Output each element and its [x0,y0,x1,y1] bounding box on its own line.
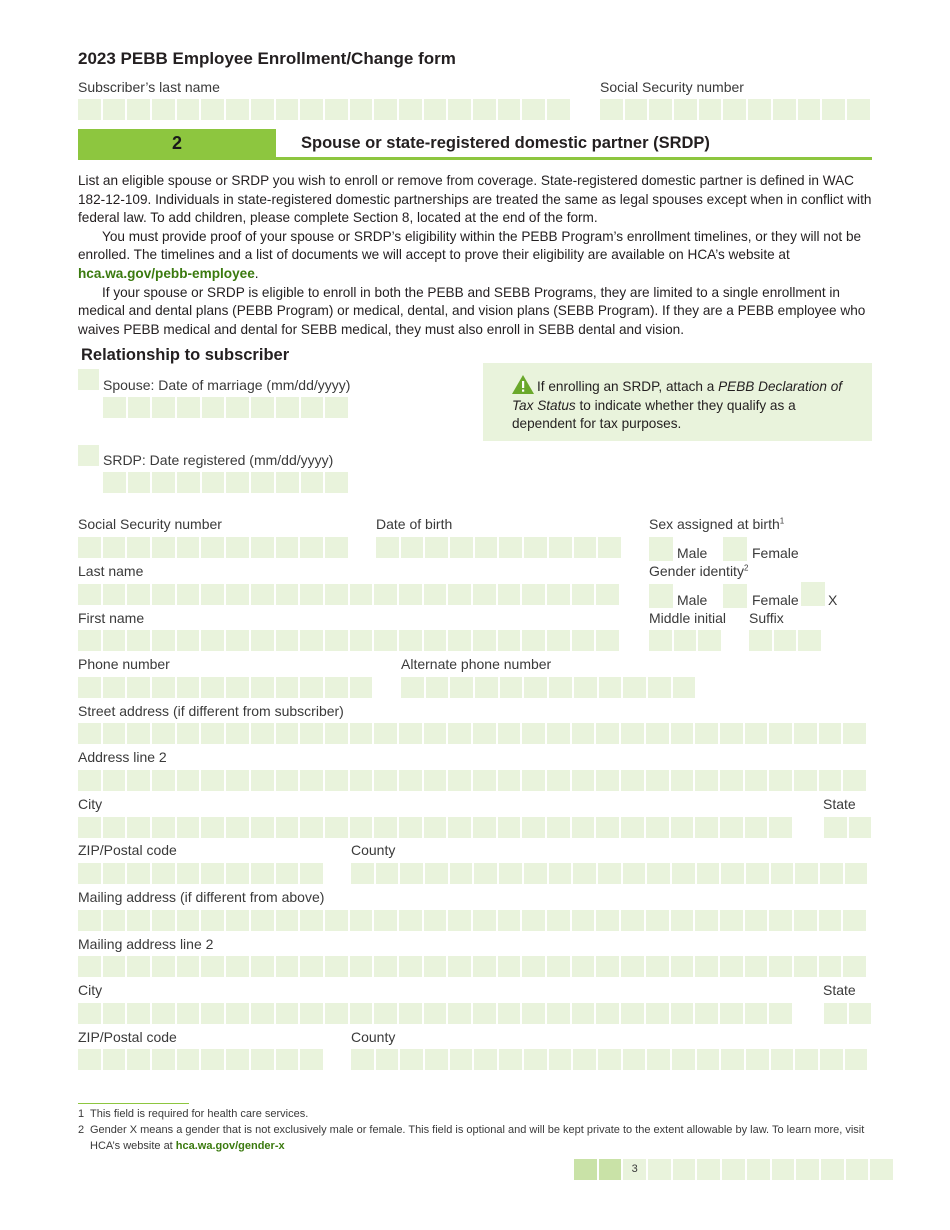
suffix-input[interactable] [749,630,821,651]
alt-phone-input[interactable] [401,677,695,698]
sex-male-label: Male [677,545,708,561]
subscriber-last-name-input[interactable] [78,99,570,120]
phone-label: Phone number [78,656,170,672]
middle-initial-input[interactable] [649,630,721,651]
section-intro [78,172,874,339]
page-number: 3 [623,1159,646,1180]
dob-label: Date of birth [376,516,453,532]
gender-female-checkbox[interactable] [723,584,747,608]
state-label: State [823,796,856,812]
relationship-heading: Relationship to subscriber [81,346,290,364]
county-label: County [351,842,396,858]
gender-x-link[interactable]: hca.wa.gov/gender-x [175,1139,285,1152]
srdp-checkbox[interactable] [78,445,99,466]
srdp-note: If enrolling an SRDP, attach a PEBB Declaration of Tax Status to indicate whether they qualify as a dependent for tax purposes. [483,363,872,441]
footnote-1: 1 This field is required for health care services. [78,1108,309,1120]
mailing-label: Mailing address (if different from above) [78,889,325,905]
subscriber-ssn-input[interactable] [600,99,870,120]
sex-male-checkbox[interactable] [649,537,673,561]
page-number-strip [574,1159,893,1180]
intro-paragraph-1: List an eligible spouse or SRDP you wish to enroll or remove from coverage. State-registered domestic partner is defined in WAC 182-12-109. Individuals in state-registered domestic partnerships are treated the same as legal spouses except when in conflict with federal law. To add children, please complete Section 8, located at the end of the form. [78,173,872,226]
pebb-employee-link[interactable]: hca.wa.gov/pebb-employee [78,265,255,281]
phone-input[interactable] [78,677,372,698]
last-name-input[interactable] [78,584,619,605]
srdp-date-label: SRDP: Date registered (mm/dd/yyyy) [103,452,334,468]
marriage-date-input[interactable] [103,397,348,418]
mailing2-label: Mailing address line 2 [78,936,214,952]
ssn-input[interactable] [78,537,348,558]
mailing-city-input[interactable] [78,1003,792,1024]
intro-paragraph-3: If your spouse or SRDP is eligible to enroll in both the PEBB and SEBB Programs, they are limited to a single enrollment in medical and dental plans (PEBB Program) or medical, dental, and vision plans (SEBB Program). If they are a PEBB employee who waives PEBB medical and dental for SEBB medical, they must also enroll in SEBB dental and vision. [78,284,866,337]
street-label: Street address (if different from subscriber) [78,703,344,719]
subscriber-ssn-label: Social Security number [600,79,744,95]
sex-female-checkbox[interactable] [723,537,747,561]
city-label: City [78,796,103,812]
gender-male-label: Male [677,592,708,608]
ssn-label: Social Security number [78,516,222,532]
dob-input[interactable] [376,537,621,558]
alt-phone-label: Alternate phone number [401,656,552,672]
gender-x-label: X [828,592,838,608]
address2-input[interactable] [78,770,866,791]
srdp-date-input[interactable] [103,472,348,493]
mailing-state-label: State [823,982,856,998]
footnote-divider [78,1103,189,1104]
street-input[interactable] [78,723,866,744]
gender-label: Gender identity$^2$ [649,563,749,579]
form-title: 2023 PEBB Employee Enrollment/Change form [78,49,456,68]
spouse-checkbox[interactable] [78,369,99,390]
middle-initial-label: Middle initial [649,610,727,626]
subscriber-last-name-label: Subscriber’s last name [78,79,220,95]
gender-x-checkbox[interactable] [801,582,825,606]
suffix-label: Suffix [749,610,784,626]
footnote-2: 2 Gender X means a gender that is not exclusively male or female. This field is optional and will be kept private to the extent allowable by law. To learn more, visit HCA’s website at hca.wa.gov/gender-x [78,1124,865,1152]
zip-input[interactable] [78,863,323,884]
section-title: Spouse or state-registered domestic partner (SRDP) [301,134,710,152]
sex-female-label: Female [752,545,799,561]
intro-paragraph-2: You must provide proof of your spouse or SRDP’s eligibility within the PEBB Program’s enrollment timelines, or they will not be enrolled. The timelines and a list of documents we will accept to prove their eligibility are available on HCA’s website at hca.wa.gov/pebb-employee. [78,228,862,281]
last-name-label: Last name [78,563,144,579]
mailing-city-label: City [78,982,103,998]
mailing-input[interactable] [78,910,866,931]
mailing2-input[interactable] [78,956,866,977]
section-header [78,129,872,160]
city-input[interactable] [78,817,792,838]
zip-label: ZIP/Postal code [78,842,177,858]
first-name-label: First name [78,610,145,626]
gender-male-checkbox[interactable] [649,584,673,608]
sex-label: Sex assigned at birth$^1$ [649,516,785,532]
mailing-zip-input[interactable] [78,1049,323,1070]
spouse-date-label: Spouse: Date of marriage (mm/dd/yyyy) [103,377,351,393]
address2-label: Address line 2 [78,749,167,765]
mailing-county-input[interactable] [351,1049,867,1070]
county-input[interactable] [351,863,867,884]
warning-icon [512,375,534,394]
mailing-county-label: County [351,1029,396,1045]
section-number: 2 [78,129,276,157]
mailing-state-input[interactable] [824,1003,871,1024]
first-name-input[interactable] [78,630,619,651]
gender-female-label: Female [752,592,799,608]
mailing-zip-label: ZIP/Postal code [78,1029,177,1045]
state-input[interactable] [824,817,871,838]
